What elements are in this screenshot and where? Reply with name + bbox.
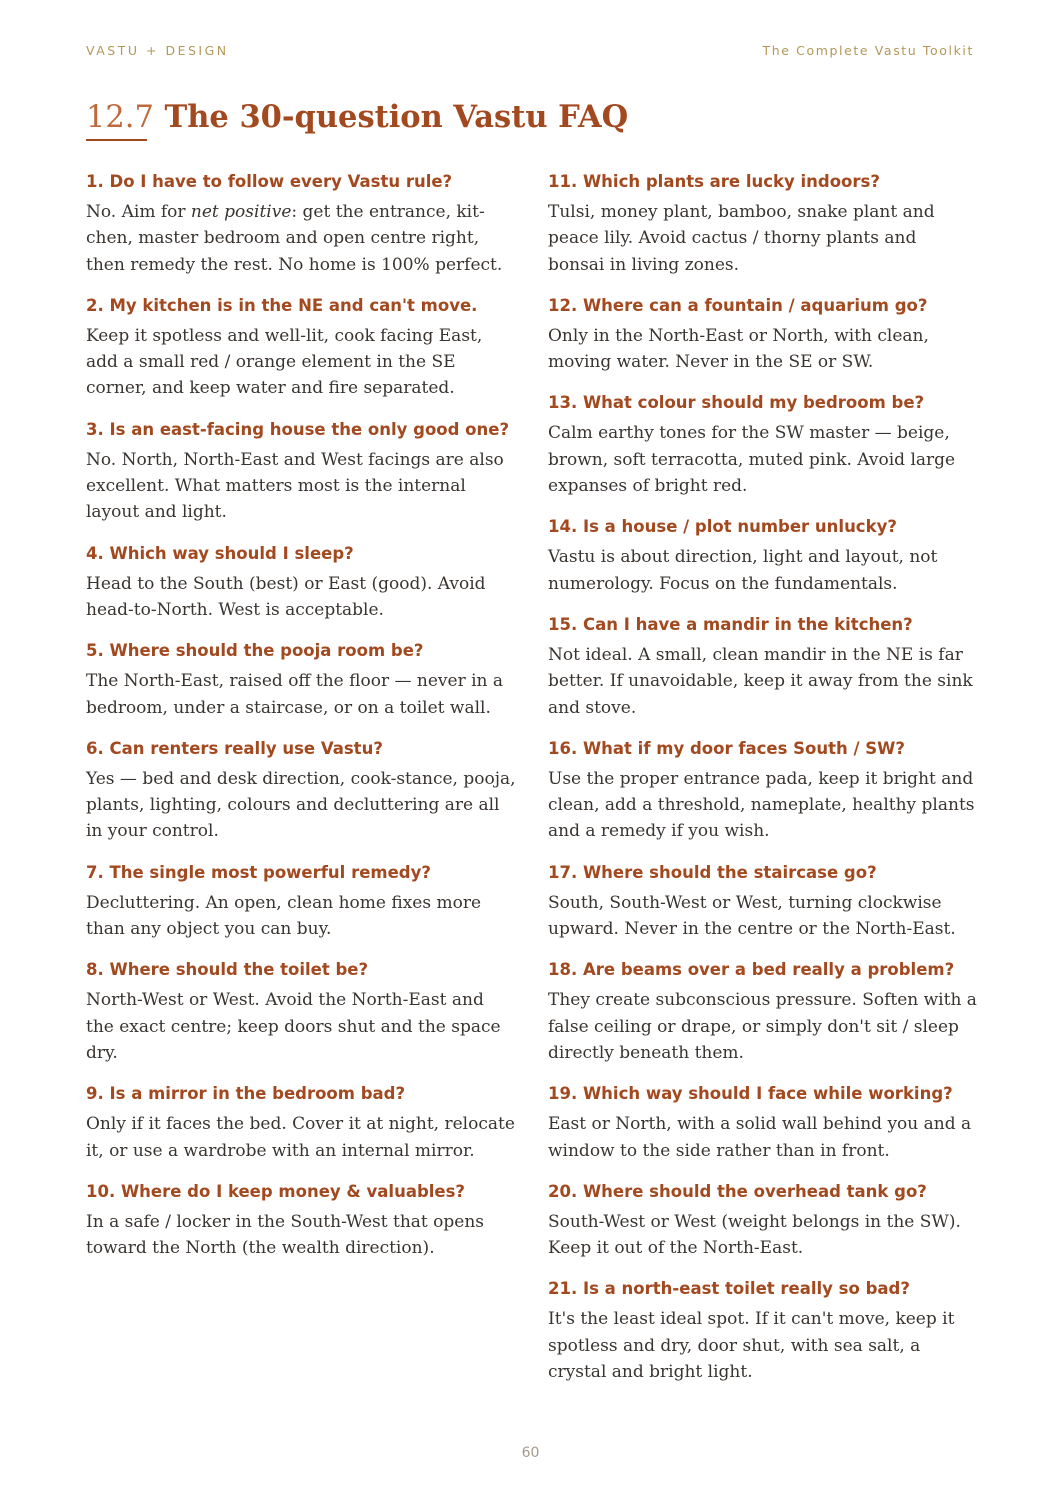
faq-item	[86, 293, 516, 402]
faq-question: 12. Where can a fountain / aquarium go?	[548, 295, 928, 315]
faq-answer: Vastu is about direction, light and layout, not numerology. Focus on the fundamentals.	[548, 547, 938, 594]
faq-item	[86, 860, 516, 943]
answer-text: No. Aim for	[86, 202, 191, 222]
faq-answer: They create subconscious pressure. Soften with a false ceiling or drape, or simply don't sit / sleep directly beneath them.	[548, 990, 977, 1063]
faq-question: 19. Which way should I face while working?	[548, 1084, 953, 1104]
faq-answer	[86, 199, 516, 278]
running-header-right: The Complete Vastu Toolkit	[762, 43, 974, 58]
faq-column-right	[548, 169, 978, 1400]
faq-question: 10. Where do I keep money & valuables?	[86, 1181, 466, 1201]
faq-question: 1. Do I have to follow every Vastu rule?	[86, 172, 453, 191]
title-underline	[86, 139, 147, 141]
faq-answer: East or North, with a solid wall behind you and a window to the side rather than in front.	[548, 1114, 972, 1161]
faq-item	[548, 169, 978, 278]
faq-question: 4. Which way should I sleep?	[86, 543, 354, 563]
faq-item	[548, 1276, 978, 1385]
faq-item	[548, 736, 978, 845]
faq-answer: The North-East, raised off the floor — never in a bedroom, under a staircase, or on a toilet wall.	[86, 671, 504, 718]
section-title: The 30-question Vastu FAQ	[164, 99, 629, 135]
section-heading	[86, 96, 628, 139]
faq-question: 9. Is a mirror in the bedroom bad?	[86, 1084, 406, 1104]
faq-question: 16. What if my door faces South / SW?	[548, 738, 905, 758]
faq-item	[548, 1179, 978, 1262]
faq-question: 14. Is a house / plot number unlucky?	[548, 517, 897, 537]
page-number: 60	[521, 1445, 540, 1461]
faq-item	[548, 612, 978, 721]
faq-answer: Yes — bed and desk direction, cook-stance, pooja, plants, lighting, colours and decluttering are all in your control.	[86, 768, 516, 842]
faq-answer: Only if it faces the bed. Cover it at night, relocate it, or use a wardrobe with an internal mirror.	[86, 1114, 515, 1161]
faq-item	[548, 860, 978, 943]
faq-item	[86, 957, 516, 1066]
faq-question: 20. Where should the overhead tank go?	[548, 1181, 927, 1201]
faq-question: 18. Are beams over a bed really a problem?	[548, 960, 955, 980]
faq-answer: In a safe / locker in the South-West that opens toward the North (the wealth direction).	[86, 1211, 485, 1259]
faq-column-left	[86, 169, 516, 1276]
running-header-left: VASTU + DESIGN	[86, 43, 229, 58]
faq-answer: Head to the South (best) or East (good). Avoid head-to-North. West is acceptable.	[86, 573, 486, 620]
faq-item	[86, 169, 516, 278]
faq-item	[86, 1179, 516, 1262]
faq-answer: No. North, North-East and West facings are also excellent. What matters most is the internal layout and light.	[86, 449, 504, 523]
faq-question: 15. Can I have a mandir in the kitchen?	[548, 614, 913, 634]
faq-answer: Use the proper entrance pada, keep it bright and clean, add a threshold, nameplate, healthy plants and a remedy if you wish.	[548, 768, 975, 842]
faq-answer: South-West or West (weight belongs in the SW). Keep it out of the North-East.	[548, 1211, 961, 1259]
faq-item	[548, 293, 978, 376]
faq-item	[86, 638, 516, 721]
faq-question: 5. Where should the pooja room be?	[86, 641, 424, 661]
faq-question: 3. Is an east-facing house the only good one?	[86, 419, 510, 439]
faq-question: 17. Where should the staircase go?	[548, 862, 877, 882]
faq-answer: North-West or West. Avoid the North-East and the exact centre; keep doors shut and the space dry.	[86, 990, 501, 1063]
faq-question: 13. What colour should my bedroom be?	[548, 393, 925, 413]
faq-item	[548, 390, 978, 499]
faq-answer: Calm earthy tones for the SW master — beige, brown, soft terracotta, muted pink. Avoid large expanses of bright red.	[548, 423, 956, 497]
faq-item	[548, 514, 978, 597]
faq-question: 8. Where should the toilet be?	[86, 960, 369, 980]
faq-answer: It's the least ideal spot. If it can't move, keep it spotless and dry, door shut, with sea salt, a crystal and bright light.	[548, 1309, 955, 1383]
answer-text: : get the entrance, kitchen, master bedroom and open centre right, then remedy the rest. No home is 100% perfect.	[86, 202, 503, 275]
faq-question: 7. The single most powerful remedy?	[86, 862, 431, 882]
section-number: 12.7	[86, 100, 154, 135]
faq-item	[86, 1081, 516, 1164]
faq-question: 6. Can renters really use Vastu?	[86, 738, 383, 758]
faq-item	[86, 417, 516, 526]
faq-answer: Tulsi, money plant, bamboo, snake plant and peace lily. Avoid cactus / thorny plants and bonsai in living zones.	[548, 202, 935, 275]
faq-item	[86, 736, 516, 845]
faq-answer: South, South-West or West, turning clockwise upward. Never in the centre or the North-East.	[548, 892, 956, 940]
faq-item	[548, 1081, 978, 1164]
faq-question: 2. My kitchen is in the NE and can't move.	[86, 295, 478, 315]
faq-question: 21. Is a north-east toilet really so bad?	[548, 1279, 910, 1299]
faq-answer: Decluttering. An open, clean home fixes more than any object you can buy.	[86, 892, 482, 940]
faq-answer: Only in the North-East or North, with clean, moving water. Never in the SE or SW.	[548, 325, 929, 373]
faq-item	[86, 541, 516, 624]
page-title	[86, 96, 628, 139]
answer-emphasis: net positive	[190, 202, 292, 222]
faq-answer: Not ideal. A small, clean mandir in the NE is far better. If unavoidable, keep it away from the sink and stove.	[548, 644, 973, 718]
faq-item	[548, 957, 978, 1066]
faq-answer: Keep it spotless and well-lit, cook facing East, add a small red / orange element in the SE corner, and keep water and fire separated.	[86, 325, 483, 399]
faq-question: 11. Which plants are lucky indoors?	[548, 172, 880, 191]
